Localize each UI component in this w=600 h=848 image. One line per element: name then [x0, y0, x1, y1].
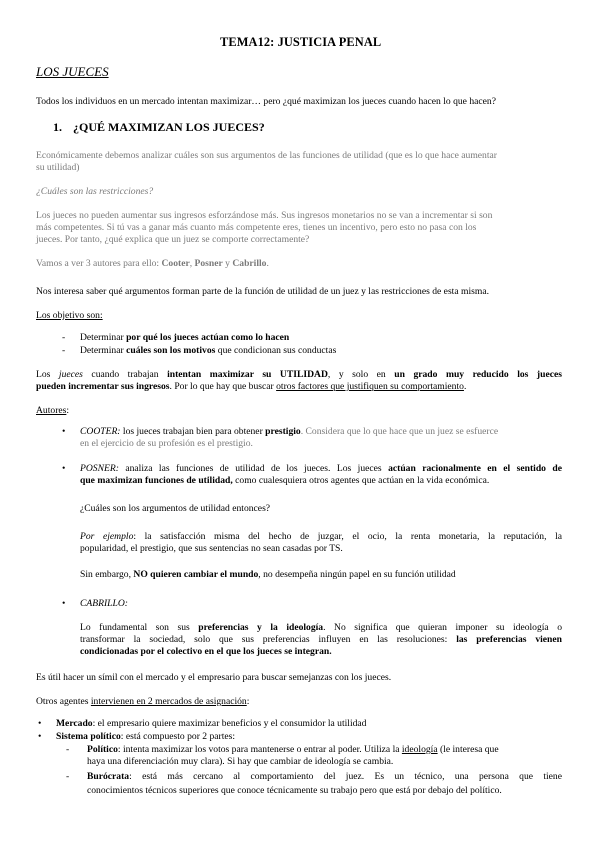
bullet-marker: •	[62, 598, 66, 609]
cabrillo-line: Lo fundamental son sus preferencias y la ideología. No significa que quieran imponer su ideología o	[80, 622, 562, 633]
posner-line: que maximizan funciones de utilidad, como cualesquiera otros agentes que actúan en la vida económica.	[80, 475, 490, 486]
util-paragraph: Es útil hacer un símil con el mercado y el empresario para buscar semejanzas con los jueces.	[36, 672, 392, 683]
dash-marker: -	[62, 345, 66, 356]
section-subtitle: LOS JUECES	[36, 64, 109, 79]
other-agents-line: Otros agentes intervienen en 2 mercados de asignación:	[36, 696, 250, 707]
posner-example-line: Por ejemplo: la satisfacción misma del hecho de juzgar, el ocio, la renta monetaria, la reputación, la	[80, 531, 562, 542]
authors-label: Autores:	[36, 405, 70, 416]
posner-however: Sin embargo, NO quieren cambiar el mundo, no desempeña ningún papel en su función utilidad	[80, 569, 456, 580]
intro-paragraph: Todos los individuos en un mercado intentan maximizar… pero ¿qué maximizan los jueces cuando hacen lo que hacen?	[36, 96, 496, 107]
bullet-marker: •	[38, 718, 42, 729]
income-paragraph-line: jueces. Por tanto, ¿qué explica que un juez se comporte correctamente?	[36, 234, 310, 245]
posner-line: POSNER: analiza las funciones de utilidad de los jueces. Los jueces actúan racionalmente en el sentido de	[80, 463, 562, 474]
cooter-line: COOTER: los jueces trabajan bien para obtener prestigio. Considera que lo que hace que un juez se esfuerce	[80, 426, 499, 437]
objectives-label: Los objetivo son:	[36, 310, 103, 321]
dash-marker: -	[66, 744, 70, 755]
econ-paragraph-line: Económicamente debemos analizar cuáles son sus argumentos de las funciones de utilidad (que es lo que hace aumentar	[36, 150, 497, 161]
judges-paragraph-line: Los jueces cuando trabajan intentan maximizar su UTILIDAD, y solo en un grado muy reducido los jueces	[36, 369, 562, 380]
market-item: Mercado: el empresario quiere maximizar beneficios y el consumidor la utilidad	[56, 718, 367, 729]
objective-item: Determinar cuáles son los motivos que condicionan sus conductas	[80, 345, 337, 356]
cabrillo-name: CABRILLO:	[80, 598, 128, 609]
section-number: 1.	[53, 120, 62, 134]
dash-marker: -	[66, 771, 70, 782]
income-paragraph-line: Los jueces no pueden aumentar sus ingresos esforzándose más. Sus ingresos monetarios no se van a incrementar si son	[36, 210, 493, 221]
political-system-item: Sistema político: está compuesto por 2 partes:	[56, 731, 236, 742]
dash-marker: -	[62, 332, 66, 343]
objective-item: Determinar por qué los jueces actúan como lo hacen	[80, 332, 290, 343]
posner-example-line: popularidad, el prestigio, que sus sentencias no sean casadas por TS.	[80, 543, 343, 554]
bullet-marker: •	[62, 426, 66, 437]
page-title: TEMA12: JUSTICIA PENAL	[220, 35, 382, 49]
restrictions-question: ¿Cuáles son las restricciones?	[36, 186, 154, 197]
income-paragraph-line: más competentes. Si tú vas a ganar más cuanto más competente eres, tienes un incentivo, pero esto no pasa con los	[36, 222, 477, 233]
econ-paragraph-line: su utilidad)	[36, 162, 80, 173]
bureaucrat-line: Burócrata: está más cercano al comportamiento del juez. Es un técnico, una persona que tiene	[87, 771, 562, 782]
section-heading: ¿QUÉ MAXIMIZAN LOS JUECES?	[73, 120, 265, 134]
interest-paragraph: Nos interesa saber qué argumentos forman parte de la función de utilidad de un juez y las restricciones de esta misma.	[36, 286, 489, 297]
bureaucrat-line: conocimientos técnicos superiores que conoce técnicamente su trabajo pero que está por debajo del político.	[87, 785, 502, 796]
authors-intro: Vamos a ver 3 autores para ello: Cooter, Posner y Cabrillo.	[36, 258, 269, 269]
cabrillo-line: transformar la sociedad, solo que sus preferencias influyen en las resoluciones: las preferencias vienen	[80, 634, 562, 645]
bullet-marker: •	[38, 731, 42, 742]
cabrillo-line: condicionadas por el colectivo en el que los jueces se integran.	[80, 646, 332, 657]
judges-paragraph-line: pueden incrementar sus ingresos. Por lo que hay que buscar otros factores que justifiquen su comportamiento.	[36, 381, 467, 392]
cooter-line: en el ejercicio de su profesión es el prestigio.	[80, 438, 253, 449]
bullet-marker: •	[62, 463, 66, 474]
politician-line: haya una diferenciación muy clara). Si hay que cambiar de ideología se cambia.	[87, 756, 394, 767]
politician-line: Político: intenta maximizar los votos para mantenerse o entrar al poder. Utiliza la ideología (le interesa que	[87, 744, 499, 755]
posner-question: ¿Cuáles son los argumentos de utilidad entonces?	[80, 503, 271, 514]
